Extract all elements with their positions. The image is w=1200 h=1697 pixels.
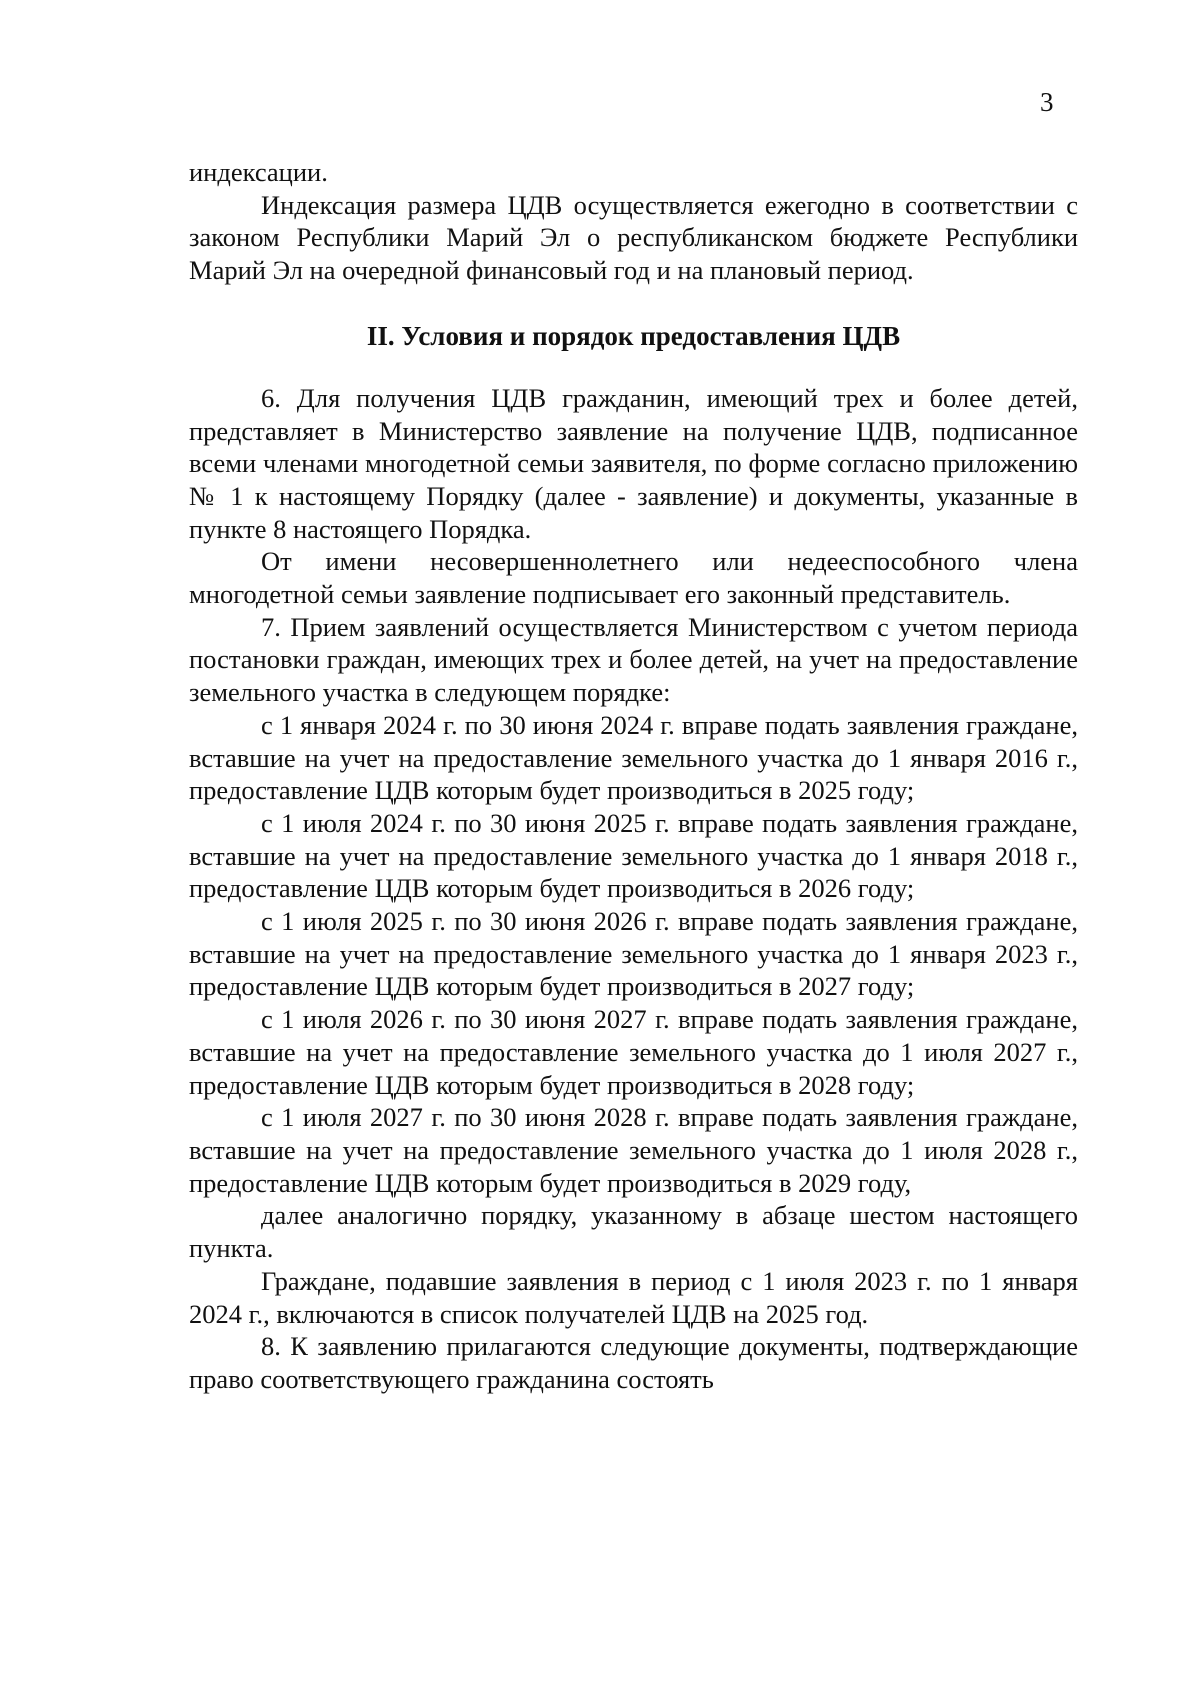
paragraph-indexation: Индексация размера ЦДВ осуществляется ежегодно в соответствии с законом Республики Марий Эл о республиканском бюджете Республики Марий Эл на очередной финансовый год и на плановый период. [189, 189, 1078, 286]
paragraph-period-1: с 1 января 2024 г. по 30 июня 2024 г. вправе подать заявления граждане, вставшие на учет на предоставление земельного участка до 1 января 2016 г., предоставление ЦДВ которым будет производиться в 2025 году; [189, 709, 1078, 806]
paragraph-7: 7. Прием заявлений осуществляется Министерством с учетом периода постановки граждан, имеющих трех и более детей, на учет на предоставление земельного участка в следующем порядке: [189, 611, 1078, 708]
paragraph-6-note: От имени несовершеннолетнего или недееспособного члена многодетной семьи заявление подписывает его законный представитель. [189, 546, 1078, 610]
paragraph-8: 8. К заявлению прилагаются следующие документы, подтверждающие право соответствующего гражданина состоять [189, 1331, 1078, 1394]
paragraph-further: далее аналогично порядку, указанному в абзаце шестом настоящего пункта. [189, 1200, 1078, 1264]
paragraph-period-4: с 1 июля 2026 г. по 30 июня 2027 г. вправе подать заявления граждане, вставшие на учет на предоставление земельного участка до 1 июля 2027 г., предоставление ЦДВ которым будет производиться в 2028 году; [189, 1004, 1078, 1100]
document-body [189, 156, 1078, 1396]
paragraph-period-5: с 1 июля 2027 г. по 30 июня 2028 г. вправе подать заявления граждане, вставшие на учет на предоставление земельного участка до 1 июля 2028 г., предоставление ЦДВ которым будет производиться в 2029 году, [189, 1102, 1078, 1198]
paragraph-citizens-2023: Граждане, подавшие заявления в период с 1 июля 2023 г. по 1 января 2024 г., включаются в список получателей ЦДВ на 2025 год. [189, 1265, 1078, 1329]
page-number: 3 [1040, 87, 1054, 117]
section-title: II. Условия и порядок предоставления ЦДВ [366, 320, 901, 351]
paragraph-period-3: с 1 июля 2025 г. по 30 июня 2026 г. вправе подать заявления граждане, вставшие на учет на предоставление земельного участка до 1 января 2023 г., предоставление ЦДВ которым будет производиться в 2027 году; [189, 906, 1078, 1002]
paragraph-6: 6. Для получения ЦДВ гражданин, имеющий трех и более детей, представляет в Министерство заявление на получение ЦДВ, подписанное всеми членами многодетной семьи заявителя, по форме согласно приложению № 1 к настоящему Порядку (далее - заявление) и документы, указанные в пункте 8 настоящего Порядка. [189, 382, 1078, 544]
paragraph-continuation: индексации. [189, 157, 328, 187]
paragraph-period-2: с 1 июля 2024 г. по 30 июня 2025 г. вправе подать заявления граждане, вставшие на учет на предоставление земельного участка до 1 января 2018 г., предоставление ЦДВ которым будет производиться в 2026 году; [189, 807, 1078, 904]
